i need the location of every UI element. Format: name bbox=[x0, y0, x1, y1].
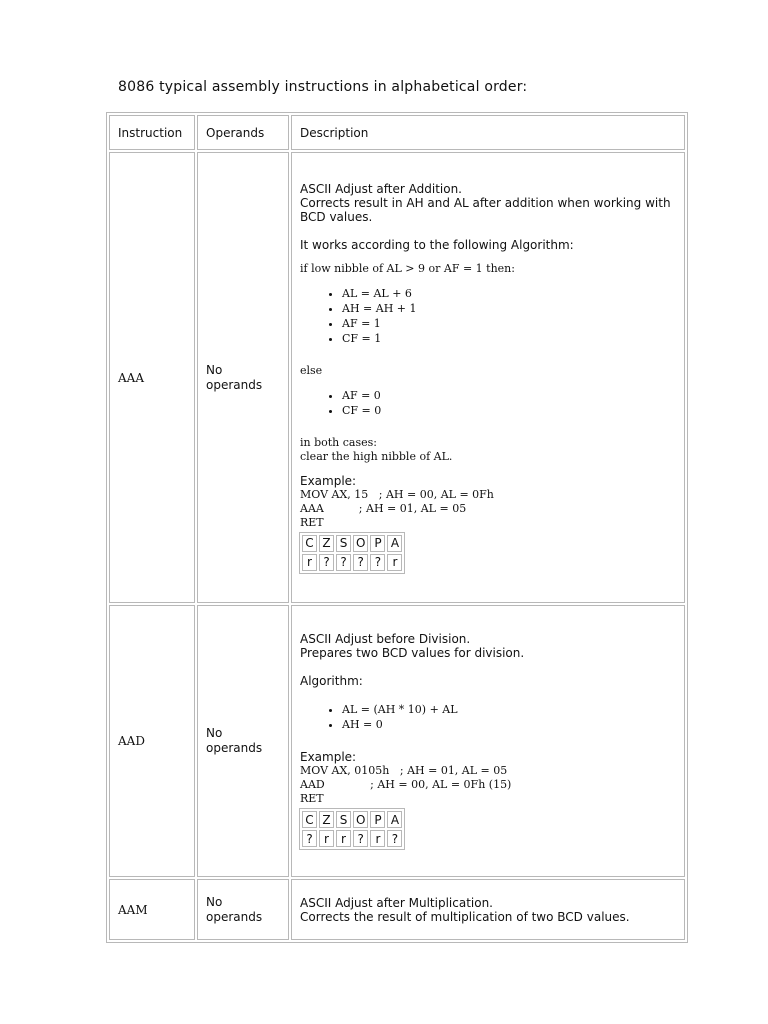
flags-values-row bbox=[302, 830, 402, 847]
flags-names-row bbox=[302, 811, 402, 828]
column-header-description: Description bbox=[291, 115, 685, 150]
flag-name: Z bbox=[319, 535, 334, 552]
page-title: 8086 typical assembly instructions in alphabetical order: bbox=[118, 79, 528, 95]
table-row bbox=[109, 605, 685, 877]
flag-name: A bbox=[387, 811, 402, 828]
flag-value: r bbox=[319, 830, 334, 847]
flag-name: P bbox=[370, 535, 385, 552]
instruction-cell: AAM bbox=[109, 879, 195, 940]
flag-value: r bbox=[370, 830, 385, 847]
instruction-cell: AAD bbox=[109, 605, 195, 877]
list-item: • CF = 1 bbox=[342, 331, 676, 346]
flag-name: P bbox=[370, 811, 385, 828]
flag-name: C bbox=[302, 535, 317, 552]
flag-value: ? bbox=[353, 554, 368, 571]
flag-value: r bbox=[336, 830, 351, 847]
list-item: • AH = 0 bbox=[342, 717, 676, 732]
list-item: • AH = AH + 1 bbox=[342, 301, 676, 316]
operands-cell: No operands bbox=[197, 605, 289, 877]
description-title: ASCII Adjust before Division. bbox=[300, 632, 471, 646]
example-line: AAD ; AH = 00, AL = 0Fh (15) bbox=[300, 778, 512, 791]
instruction-cell: AAA bbox=[109, 152, 195, 603]
flag-value: ? bbox=[302, 830, 317, 847]
flag-name: A bbox=[387, 535, 402, 552]
description-summary: Prepares two BCD values for division. bbox=[300, 646, 525, 660]
example-line: AAA ; AH = 01, AL = 05 bbox=[300, 501, 467, 515]
list-item: • AF = 1 bbox=[342, 316, 676, 331]
example-line: MOV AX, 0105h ; AH = 01, AL = 05 bbox=[300, 764, 508, 777]
flag-name: O bbox=[353, 535, 368, 552]
algorithm-condition: if low nibble of AL > 9 or AF = 1 then: bbox=[300, 261, 515, 275]
description-cell bbox=[291, 152, 685, 603]
example-line: RET bbox=[300, 515, 324, 529]
else-label: else bbox=[300, 363, 323, 377]
flag-value: ? bbox=[387, 830, 402, 847]
flag-value: r bbox=[387, 554, 402, 571]
algorithm-intro: Algorithm: bbox=[300, 674, 363, 688]
list-item: • AF = 0 bbox=[342, 388, 676, 403]
description-summary: Corrects result in AH and AL after addition when working with BCD values. bbox=[300, 195, 671, 224]
flag-value: ? bbox=[370, 554, 385, 571]
description-cell bbox=[291, 879, 685, 940]
flag-value: ? bbox=[353, 830, 368, 847]
table-row bbox=[109, 879, 685, 940]
operands-cell: No operands bbox=[197, 879, 289, 940]
flags-table bbox=[299, 808, 405, 850]
table-row bbox=[109, 152, 685, 603]
else-steps-list bbox=[300, 388, 676, 418]
flag-value: r bbox=[302, 554, 317, 571]
example-label: Example: bbox=[300, 473, 357, 488]
flags-values-row bbox=[302, 554, 402, 571]
example-label: Example: bbox=[300, 750, 357, 764]
flag-name: C bbox=[302, 811, 317, 828]
flag-value: ? bbox=[319, 554, 334, 571]
description-title: ASCII Adjust after Addition. bbox=[300, 181, 462, 196]
operands-cell: No operands bbox=[197, 152, 289, 603]
column-header-operands: Operands bbox=[197, 115, 289, 150]
table-header-row bbox=[109, 115, 685, 150]
description-title: ASCII Adjust after Multiplication. bbox=[300, 895, 493, 910]
column-header-instruction: Instruction bbox=[109, 115, 195, 150]
list-item: • AL = (AH * 10) + AL bbox=[342, 702, 676, 717]
instructions-table bbox=[106, 112, 688, 943]
example-line: MOV AX, 15 ; AH = 00, AL = 0Fh bbox=[300, 487, 494, 501]
flags-names-row bbox=[302, 535, 402, 552]
list-item: • AL = AL + 6 bbox=[342, 286, 676, 301]
then-steps-list bbox=[300, 286, 676, 346]
description-summary: Corrects the result of multiplication of two BCD values. bbox=[300, 909, 630, 924]
both-cases-text: clear the high nibble of AL. bbox=[300, 449, 453, 463]
example-line: RET bbox=[300, 792, 324, 805]
description-cell bbox=[291, 605, 685, 877]
both-cases-label: in both cases: bbox=[300, 435, 377, 449]
steps-list bbox=[300, 702, 676, 732]
flag-name: Z bbox=[319, 811, 334, 828]
flag-name: S bbox=[336, 535, 351, 552]
flag-name: S bbox=[336, 811, 351, 828]
list-item: • CF = 0 bbox=[342, 403, 676, 418]
flag-name: O bbox=[353, 811, 368, 828]
flag-value: ? bbox=[336, 554, 351, 571]
flags-table bbox=[299, 532, 405, 574]
algorithm-intro: It works according to the following Algorithm: bbox=[300, 237, 574, 252]
